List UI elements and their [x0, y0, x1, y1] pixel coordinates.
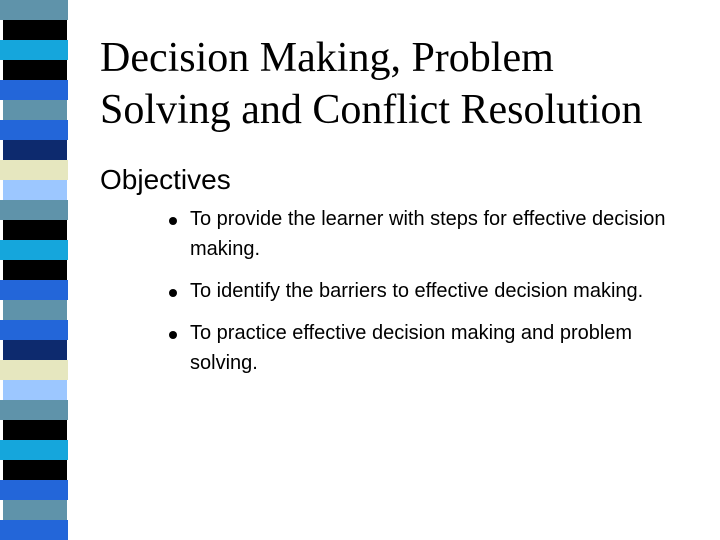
stripe-block	[3, 100, 67, 120]
stripe-block	[0, 320, 68, 340]
stripe-block	[3, 180, 67, 200]
stripe-block	[0, 200, 68, 220]
stripe-block	[0, 80, 68, 100]
stripe-block	[0, 280, 68, 300]
stripe-block	[3, 20, 67, 40]
objective-text: To identify the barriers to effective decision making.	[190, 280, 644, 302]
stripe-block	[3, 500, 67, 520]
stripe-block	[0, 160, 68, 180]
title-line-2: Solving and Conflict Resolution	[100, 87, 643, 133]
stripe-block	[3, 300, 67, 320]
stripe-block	[3, 340, 67, 360]
objective-text: To practice effective decision making and problem solving.	[190, 322, 633, 374]
decorative-stripe	[0, 0, 72, 540]
objective-item	[164, 204, 684, 264]
stripe-block	[3, 140, 67, 160]
stripe-block	[0, 360, 68, 380]
stripe-block	[0, 40, 68, 60]
stripe-block	[0, 520, 68, 540]
bullet-dot-icon	[169, 217, 177, 225]
slide-title	[100, 32, 710, 136]
stripe-block	[0, 400, 68, 420]
stripe-block	[3, 420, 67, 440]
objective-item	[164, 276, 684, 306]
objectives-list	[164, 204, 684, 390]
stripe-block	[0, 0, 68, 20]
title-line-1: Decision Making, Problem	[100, 35, 554, 81]
section-heading: Objectives	[100, 164, 231, 195]
stripe-block	[3, 260, 67, 280]
stripe-block	[0, 240, 68, 260]
stripe-block	[3, 380, 67, 400]
objective-text: To provide the learner with steps for effective decision making.	[190, 208, 666, 260]
bullet-dot-icon	[169, 331, 177, 339]
stripe-block	[3, 460, 67, 480]
stripe-block	[0, 440, 68, 460]
bullet-dot-icon	[169, 289, 177, 297]
objective-item	[164, 318, 684, 378]
stripe-block	[3, 60, 67, 80]
stripe-block	[0, 480, 68, 500]
stripe-block	[0, 120, 68, 140]
stripe-block	[3, 220, 67, 240]
